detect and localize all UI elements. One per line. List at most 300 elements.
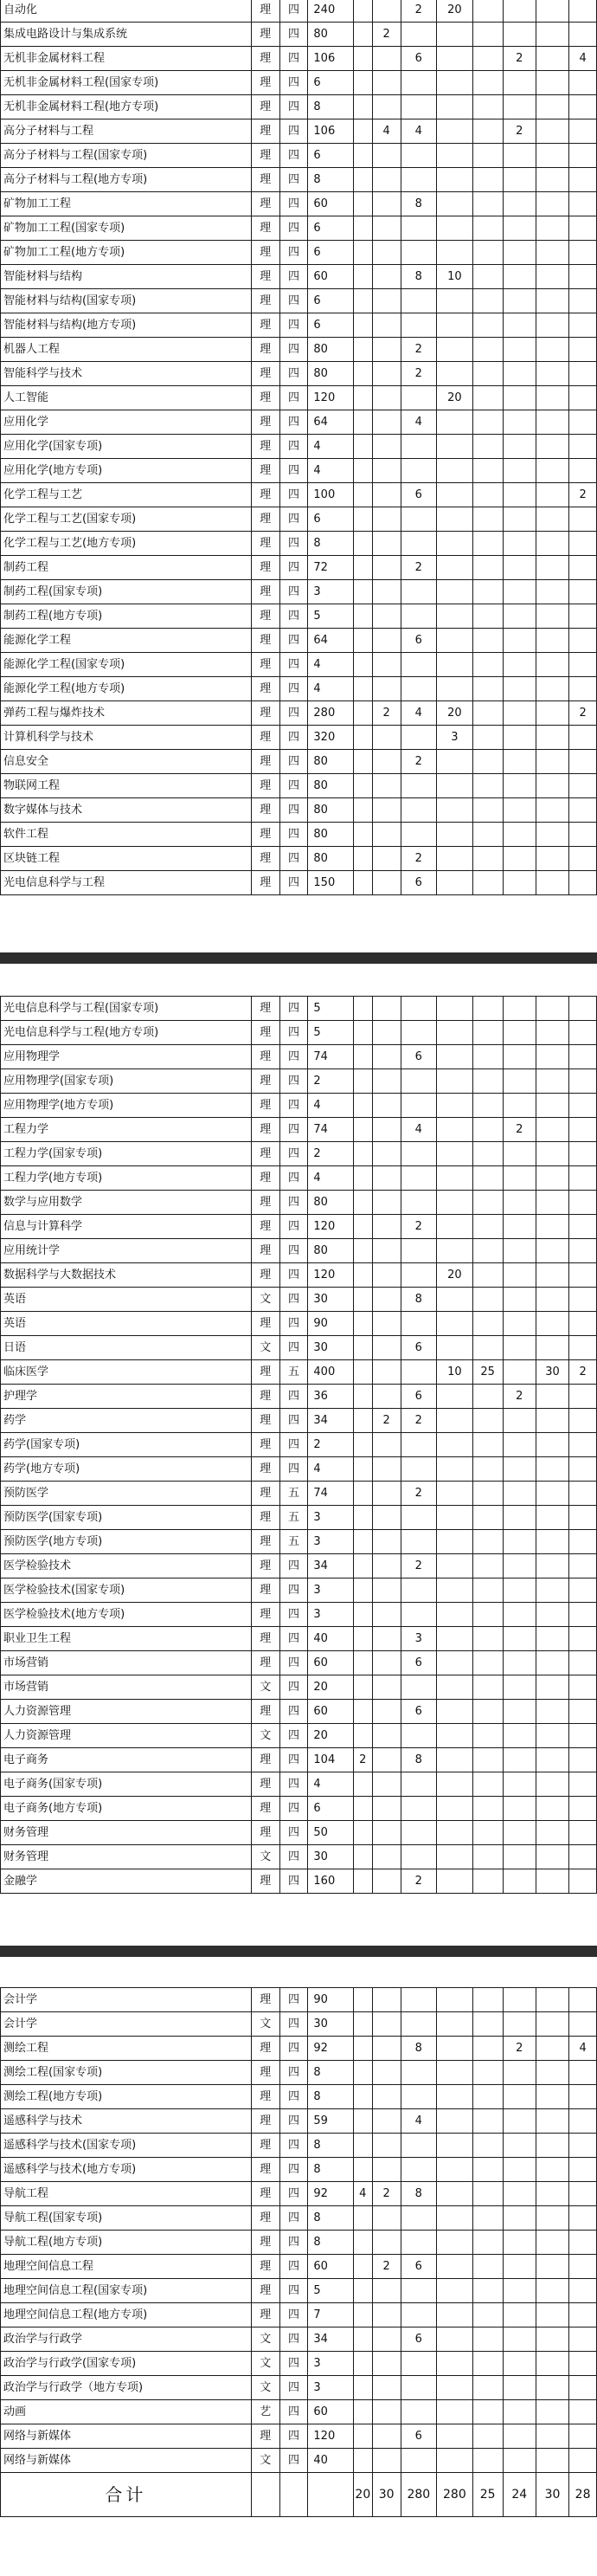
table-cell: [353, 1336, 372, 1360]
table-cell: [372, 1094, 401, 1118]
table-cell: [472, 2231, 503, 2255]
table-cell: [472, 604, 503, 629]
plan-count-cell: 40: [308, 2449, 353, 2473]
table-cell: [503, 95, 536, 119]
table-cell: [569, 1288, 597, 1312]
table-row: [1, 241, 597, 265]
table-cell: 6: [401, 1336, 437, 1360]
table-cell: 四: [279, 2182, 308, 2206]
table-cell: [437, 1457, 473, 1482]
table-cell: [536, 1191, 568, 1215]
table-cell: [472, 1627, 503, 1651]
plan-count-cell: 64: [308, 629, 353, 653]
table-row: [1, 871, 597, 895]
plan-count-cell: 4: [308, 1166, 353, 1191]
table-cell: [536, 798, 568, 823]
table-row: [1, 1579, 597, 1603]
table-cell: [353, 556, 372, 580]
table-cell: [569, 1191, 597, 1215]
table-cell: [372, 1069, 401, 1094]
table-cell: [353, 1700, 372, 1724]
table-cell: [503, 1748, 536, 1772]
table-cell: 文: [251, 2376, 279, 2400]
table-cell: 四: [279, 435, 308, 459]
major-name-cell: 应用化学(国家专项): [1, 435, 252, 459]
table-cell: [353, 459, 372, 483]
table-row: [1, 1627, 597, 1651]
table-cell: [503, 653, 536, 677]
table-cell: [569, 750, 597, 774]
table-cell: [503, 1094, 536, 1118]
major-name-cell: 智能材料与结构(国家专项): [1, 289, 252, 313]
table-cell: [569, 71, 597, 95]
table-cell: 四: [279, 629, 308, 653]
table-cell: 2: [569, 483, 597, 507]
table-cell: [569, 2206, 597, 2231]
table-cell: [353, 1797, 372, 1821]
table-cell: [372, 1627, 401, 1651]
table-cell: [569, 798, 597, 823]
table-cell: 理: [251, 532, 279, 556]
table-cell: [536, 1021, 568, 1045]
major-name-cell: 网络与新媒体: [1, 2424, 252, 2449]
table-cell: 理: [251, 1094, 279, 1118]
table-cell: [401, 1166, 437, 1191]
table-cell: [372, 1869, 401, 1894]
major-name-cell: 信息与计算科学: [1, 1215, 252, 1239]
plan-count-cell: 60: [308, 265, 353, 289]
table-cell: [569, 168, 597, 192]
table-cell: [503, 532, 536, 556]
table-cell: [437, 1554, 473, 1579]
table-cell: [437, 1385, 473, 1409]
table-cell: [401, 997, 437, 1021]
table-cell: 四: [279, 265, 308, 289]
table-cell: 四: [279, 95, 308, 119]
table-cell: [569, 629, 597, 653]
table-cell: [372, 2206, 401, 2231]
table-cell: [472, 1579, 503, 1603]
major-name-cell: 制药工程(地方专项): [1, 604, 252, 629]
table-cell: [503, 1700, 536, 1724]
plan-count-cell: 120: [308, 1263, 353, 1288]
table-cell: [472, 144, 503, 168]
table-cell: [401, 313, 437, 338]
table-cell: 理: [251, 1506, 279, 1530]
table-row: [1, 701, 597, 726]
table-cell: [536, 1530, 568, 1554]
table-cell: [536, 362, 568, 386]
table-cell: [536, 1336, 568, 1360]
table-cell: [569, 2376, 597, 2400]
plan-count-cell: 120: [308, 386, 353, 410]
table-cell: [569, 1312, 597, 1336]
table-cell: [372, 2303, 401, 2327]
table-cell: [503, 2327, 536, 2352]
table-cell: [472, 1675, 503, 1700]
table-cell: 理: [251, 1797, 279, 1821]
major-name-cell: 财务管理: [1, 1845, 252, 1869]
table-row: [1, 653, 597, 677]
major-name-cell: 电子商务(地方专项): [1, 1797, 252, 1821]
table-cell: [472, 1069, 503, 1094]
table-cell: [472, 726, 503, 750]
table-cell: 四: [279, 459, 308, 483]
table-row: [1, 750, 597, 774]
table-cell: 四: [279, 2279, 308, 2303]
table-cell: 四: [279, 386, 308, 410]
table-cell: [569, 2327, 597, 2352]
table-cell: 理: [251, 338, 279, 362]
table-cell: [372, 2061, 401, 2085]
table-cell: [353, 362, 372, 386]
table-cell: [503, 1988, 536, 2012]
table-cell: 2: [401, 1869, 437, 1894]
table-cell: [536, 2037, 568, 2061]
plan-count-cell: 8: [308, 532, 353, 556]
table-cell: 理: [251, 241, 279, 265]
table-cell: [353, 653, 372, 677]
table-cell: [353, 2352, 372, 2376]
table-cell: [536, 1312, 568, 1336]
table-row: [1, 265, 597, 289]
table-cell: [437, 1409, 473, 1433]
table-row: [1, 2352, 597, 2376]
table-cell: 四: [279, 2231, 308, 2255]
table-cell: 8: [401, 2037, 437, 2061]
table-cell: 2: [401, 1482, 437, 1506]
table-cell: [372, 1336, 401, 1360]
table-cell: [536, 2352, 568, 2376]
table-cell: [536, 1627, 568, 1651]
table-cell: [353, 435, 372, 459]
table-cell: [372, 997, 401, 1021]
table-cell: [372, 1651, 401, 1675]
table-cell: [569, 459, 597, 483]
table-row: [1, 47, 597, 71]
plan-count-cell: 6: [308, 216, 353, 241]
table-cell: [437, 1069, 473, 1094]
table-row: [1, 1988, 597, 2012]
table-cell: [353, 2061, 372, 2085]
table-cell: 理: [251, 1385, 279, 1409]
table-cell: [437, 95, 473, 119]
table-cell: [372, 847, 401, 871]
major-name-cell: 英语: [1, 1312, 252, 1336]
table-cell: 2: [372, 2182, 401, 2206]
table-cell: 理: [251, 2206, 279, 2231]
table-cell: [353, 386, 372, 410]
table-row: [1, 23, 597, 47]
table-row: [1, 2376, 597, 2400]
major-name-cell: 遥感科学与技术(地方专项): [1, 2158, 252, 2182]
table-cell: [472, 774, 503, 798]
table-cell: 五: [279, 1360, 308, 1385]
table-cell: [472, 2449, 503, 2473]
table-cell: 四: [279, 2037, 308, 2061]
table-cell: 四: [279, 1988, 308, 2012]
table-cell: 8: [401, 265, 437, 289]
table-cell: [503, 604, 536, 629]
table-cell: [536, 23, 568, 47]
table-cell: [353, 532, 372, 556]
major-name-cell: 工程力学(国家专项): [1, 1142, 252, 1166]
table-cell: [472, 265, 503, 289]
table-cell: [569, 2085, 597, 2109]
table-cell: 四: [279, 144, 308, 168]
table-cell: [569, 580, 597, 604]
table-cell: [503, 410, 536, 435]
table-cell: [536, 483, 568, 507]
table-cell: [353, 1433, 372, 1457]
table-cell: [353, 823, 372, 847]
table-cell: 四: [279, 192, 308, 216]
major-name-cell: 政治学与行政学（地方专项): [1, 2376, 252, 2400]
table-cell: [401, 386, 437, 410]
major-name-cell: 金融学: [1, 1869, 252, 1894]
plan-count-cell: 3: [308, 1506, 353, 1530]
table-cell: [401, 726, 437, 750]
table-cell: 四: [279, 677, 308, 701]
table-cell: [503, 1675, 536, 1700]
table-cell: [401, 798, 437, 823]
table-cell: [372, 2037, 401, 2061]
table-cell: [372, 1288, 401, 1312]
table-cell: [503, 1288, 536, 1312]
table-cell: [437, 750, 473, 774]
table-cell: [353, 1094, 372, 1118]
table-cell: 6: [401, 1385, 437, 1409]
table-cell: [472, 1651, 503, 1675]
table-cell: [472, 71, 503, 95]
table-cell: [472, 677, 503, 701]
plan-count-cell: 4: [308, 677, 353, 701]
table-row: [1, 2279, 597, 2303]
table-cell: [569, 1409, 597, 1433]
plan-count-cell: 6: [308, 144, 353, 168]
table-cell: 8: [401, 1288, 437, 1312]
table-cell: [437, 1166, 473, 1191]
table-cell: [401, 95, 437, 119]
table-row: [1, 2206, 597, 2231]
table-cell: [472, 168, 503, 192]
table-cell: 文: [251, 2012, 279, 2037]
table-cell: 四: [279, 1869, 308, 1894]
table-cell: 四: [279, 2085, 308, 2109]
table-cell: [569, 1724, 597, 1748]
table-cell: [503, 2231, 536, 2255]
table-cell: [472, 2037, 503, 2061]
table-cell: [569, 338, 597, 362]
table-cell: [353, 265, 372, 289]
table-cell: [372, 386, 401, 410]
major-name-cell: 光电信息科学与工程(地方专项): [1, 1021, 252, 1045]
table-cell: [536, 604, 568, 629]
table-cell: [401, 1239, 437, 1263]
table-cell: [536, 435, 568, 459]
major-name-cell: 地理空间信息工程(国家专项): [1, 2279, 252, 2303]
table-cell: [569, 2158, 597, 2182]
table-cell: [536, 580, 568, 604]
table-cell: 四: [279, 1409, 308, 1433]
table-cell: [536, 997, 568, 1021]
table-cell: [536, 1385, 568, 1409]
table-row: [1, 1021, 597, 1045]
major-name-cell: 医学检验技术(地方专项): [1, 1603, 252, 1627]
empty-cell: [251, 2473, 279, 2517]
table-cell: [472, 2303, 503, 2327]
table-cell: [569, 1627, 597, 1651]
table-cell: [372, 1263, 401, 1288]
empty-cell: [308, 2473, 353, 2517]
table-cell: [472, 1506, 503, 1530]
plan-count-cell: 8: [308, 2206, 353, 2231]
table-row: [1, 2182, 597, 2206]
table-cell: 理: [251, 1360, 279, 1385]
table-cell: [353, 71, 372, 95]
table-cell: [472, 2352, 503, 2376]
table-cell: [472, 2376, 503, 2400]
table-cell: [472, 338, 503, 362]
table-cell: [372, 95, 401, 119]
table-cell: [536, 1845, 568, 1869]
table-cell: [437, 435, 473, 459]
table-cell: [536, 2231, 568, 2255]
table-cell: [401, 168, 437, 192]
table-cell: [503, 847, 536, 871]
table-cell: [569, 677, 597, 701]
table-cell: [437, 119, 473, 144]
table-cell: [503, 1409, 536, 1433]
table-cell: [437, 71, 473, 95]
table-cell: [401, 1675, 437, 1700]
table-cell: [401, 1312, 437, 1336]
table-row: [1, 483, 597, 507]
table-cell: [503, 2352, 536, 2376]
table-cell: [437, 2279, 473, 2303]
table-cell: [437, 2303, 473, 2327]
table-cell: [372, 1700, 401, 1724]
table-cell: [503, 1554, 536, 1579]
table-cell: 四: [279, 241, 308, 265]
table-cell: [472, 1021, 503, 1045]
table-cell: 4: [401, 2109, 437, 2134]
table-cell: [472, 2085, 503, 2109]
major-name-cell: 应用物理学: [1, 1045, 252, 1069]
table-cell: [569, 1069, 597, 1094]
table-cell: 30: [536, 1360, 568, 1385]
table-cell: [569, 1675, 597, 1700]
page-divider-1: [0, 952, 597, 964]
table-cell: 四: [279, 1554, 308, 1579]
table-cell: 四: [279, 1700, 308, 1724]
table-cell: [503, 1191, 536, 1215]
table-cell: [401, 1530, 437, 1554]
table-cell: [372, 1675, 401, 1700]
plan-count-cell: 400: [308, 1360, 353, 1385]
table-cell: 四: [279, 847, 308, 871]
table-cell: [353, 2109, 372, 2134]
table-cell: [536, 265, 568, 289]
plan-count-cell: 60: [308, 2255, 353, 2279]
table-row: [1, 2255, 597, 2279]
table-cell: [353, 1166, 372, 1191]
table-cell: [536, 1142, 568, 1166]
table-cell: 理: [251, 507, 279, 532]
major-name-cell: 数据科学与大数据技术: [1, 1263, 252, 1288]
table-cell: [569, 410, 597, 435]
table-cell: [472, 459, 503, 483]
table-cell: [536, 2061, 568, 2085]
table-cell: [437, 507, 473, 532]
table-cell: [372, 774, 401, 798]
table-cell: 四: [279, 1142, 308, 1166]
table-cell: [472, 192, 503, 216]
table-cell: [569, 507, 597, 532]
table-cell: [401, 580, 437, 604]
table-cell: 10: [437, 1360, 473, 1385]
table-cell: [437, 192, 473, 216]
table-cell: 理: [251, 410, 279, 435]
table-cell: [536, 1724, 568, 1748]
table-cell: [503, 386, 536, 410]
table-cell: [536, 1263, 568, 1288]
table-cell: [401, 774, 437, 798]
table-cell: [503, 2109, 536, 2134]
table-cell: [472, 1530, 503, 1554]
table-cell: [569, 1118, 597, 1142]
table-cell: [472, 1045, 503, 1069]
table-cell: [503, 1360, 536, 1385]
table-cell: 理: [251, 1603, 279, 1627]
table-row: [1, 144, 597, 168]
table-cell: 理: [251, 1651, 279, 1675]
plan-count-cell: 40: [308, 1627, 353, 1651]
table-cell: [437, 2424, 473, 2449]
table-cell: [353, 1191, 372, 1215]
table-cell: [437, 2158, 473, 2182]
table-cell: 理: [251, 871, 279, 895]
table-cell: [472, 23, 503, 47]
table-cell: [536, 338, 568, 362]
table-cell: [353, 701, 372, 726]
plan-count-cell: 80: [308, 1191, 353, 1215]
total-value-cell: 280: [437, 2473, 473, 2517]
table-cell: [353, 1988, 372, 2012]
table-cell: [503, 1724, 536, 1748]
table-cell: [569, 1142, 597, 1166]
table-cell: [401, 1360, 437, 1385]
major-name-cell: 数字媒体与技术: [1, 798, 252, 823]
plan-count-cell: 30: [308, 1845, 353, 1869]
plan-count-cell: 3: [308, 580, 353, 604]
table-cell: 理: [251, 2279, 279, 2303]
table-row: [1, 1385, 597, 1409]
table-cell: [372, 2352, 401, 2376]
table-cell: [472, 2061, 503, 2085]
table-row: [1, 726, 597, 750]
table-row: [1, 604, 597, 629]
plan-count-cell: 20: [308, 1724, 353, 1748]
table-row: [1, 629, 597, 653]
table-row: [1, 1506, 597, 1530]
table-cell: [353, 1772, 372, 1797]
table-cell: 2: [401, 847, 437, 871]
table-cell: [372, 2085, 401, 2109]
table-cell: 理: [251, 168, 279, 192]
table-cell: [569, 2303, 597, 2327]
table-cell: [353, 23, 372, 47]
